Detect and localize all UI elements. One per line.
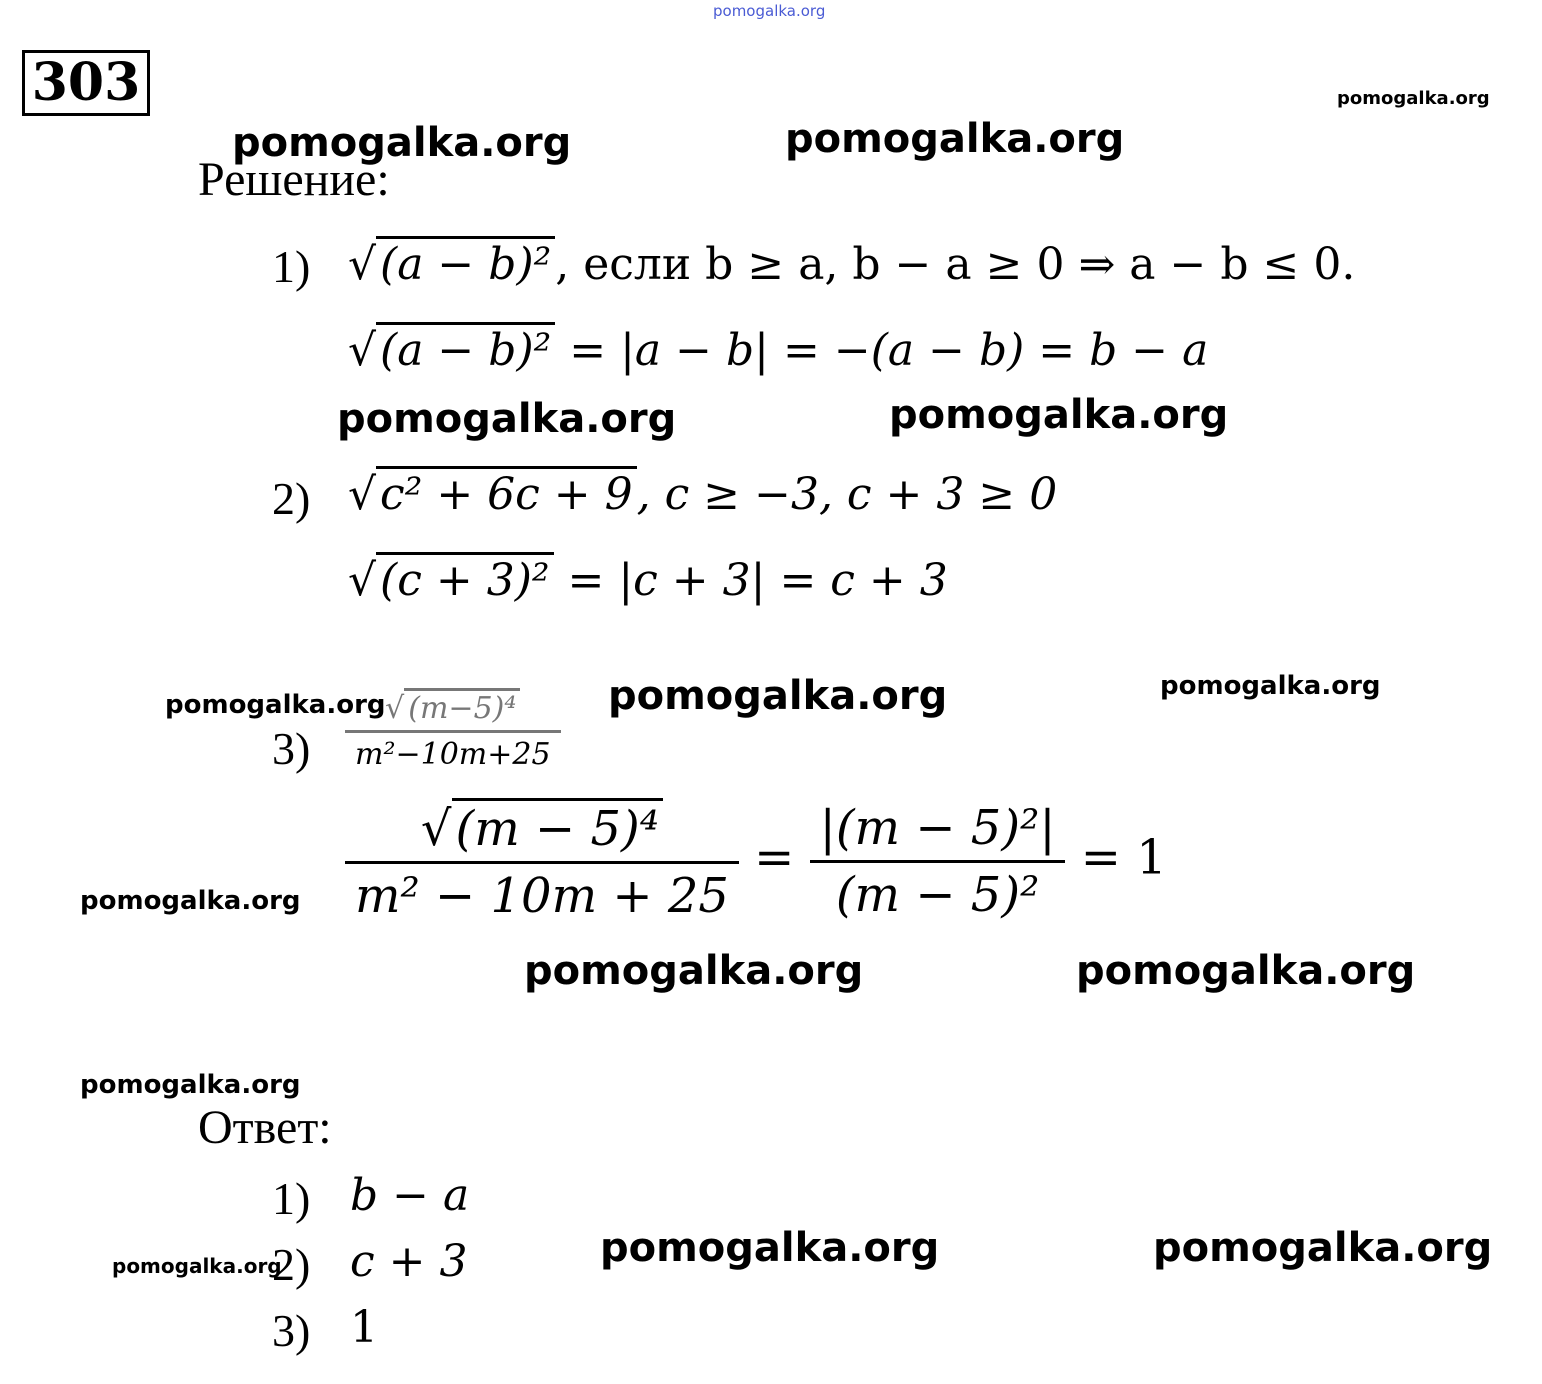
watermark: pomogalka.org (600, 1225, 940, 1271)
sqrt-expression: √c² + 6c + 9 (348, 466, 637, 520)
answer-value: b − a (350, 1170, 470, 1221)
item2-line1: √c² + 6c + 9, c ≥ −3, c + 3 ≥ 0 (348, 466, 1057, 520)
watermark: pomogalka.org (80, 886, 301, 916)
sqrt-expression: √(a − b)² (348, 322, 555, 376)
watermark: pomogalka.org (112, 1254, 282, 1278)
item2-label: 2) (272, 473, 311, 524)
item1-label: 1) (272, 241, 311, 292)
watermark: pomogalka.org (165, 690, 386, 720)
watermark: pomogalka.org (785, 116, 1125, 162)
item3-label: 3) (272, 723, 311, 774)
problem-number-box: 303 (22, 50, 150, 116)
watermark: pomogalka.org (80, 1070, 301, 1100)
item3-main-equation: $\frac{\text{√(m − 5)⁴}}{\text{m² − 10m + 25}}$ = $\frac{\text{|(m − 5)²|}}{\text{(m − 5)²}}$ = 1 (345, 798, 1167, 924)
answer-label: 2) (272, 1239, 311, 1290)
watermark: pomogalka.org (337, 396, 677, 442)
watermark: pomogalka.org (889, 392, 1229, 438)
item1-line1: √(a − b)², если b ≥ a, b − a ≥ 0 ⇒ a − b ≤ 0. (348, 236, 1355, 290)
answer-label: 1) (272, 1173, 311, 1224)
watermark: pomogalka.org (1153, 1225, 1493, 1271)
fraction-2: $\frac{\text{|(m − 5)²|}}{\text{(m − 5)²}}$ (810, 800, 1066, 923)
answer-heading: Ответ: (198, 1101, 332, 1154)
top-watermark: pomogalka.org (713, 2, 826, 20)
fraction-1: $\frac{\text{√(m − 5)⁴}}{\text{m² − 10m + 25}}$ (345, 798, 739, 924)
watermark: pomogalka.org (1076, 948, 1416, 994)
answer-value: c + 3 (350, 1236, 468, 1287)
watermark: pomogalka.org (608, 673, 948, 719)
watermark: pomogalka.org (524, 948, 864, 994)
answer-value: 1 (350, 1302, 378, 1353)
sqrt-expression: √(c + 3)² (348, 552, 554, 606)
solution-heading: Решение: (198, 153, 390, 206)
item1-line2: √(a − b)² = |a − b| = −(a − b) = b − a (348, 322, 1208, 376)
watermark: pomogalka.org (1337, 88, 1490, 109)
watermark: pomogalka.org (232, 120, 572, 166)
item2-line2: √(c + 3)² = |c + 3| = c + 3 (348, 552, 948, 606)
watermark: pomogalka.org (1160, 671, 1381, 701)
sqrt-expression: √(a − b)² (348, 236, 555, 290)
item3-small-fraction: $\frac{\text{√ (m−5)⁴}}{\text{m²−10m+25}}$ (345, 688, 561, 772)
answer-label: 3) (272, 1305, 311, 1356)
